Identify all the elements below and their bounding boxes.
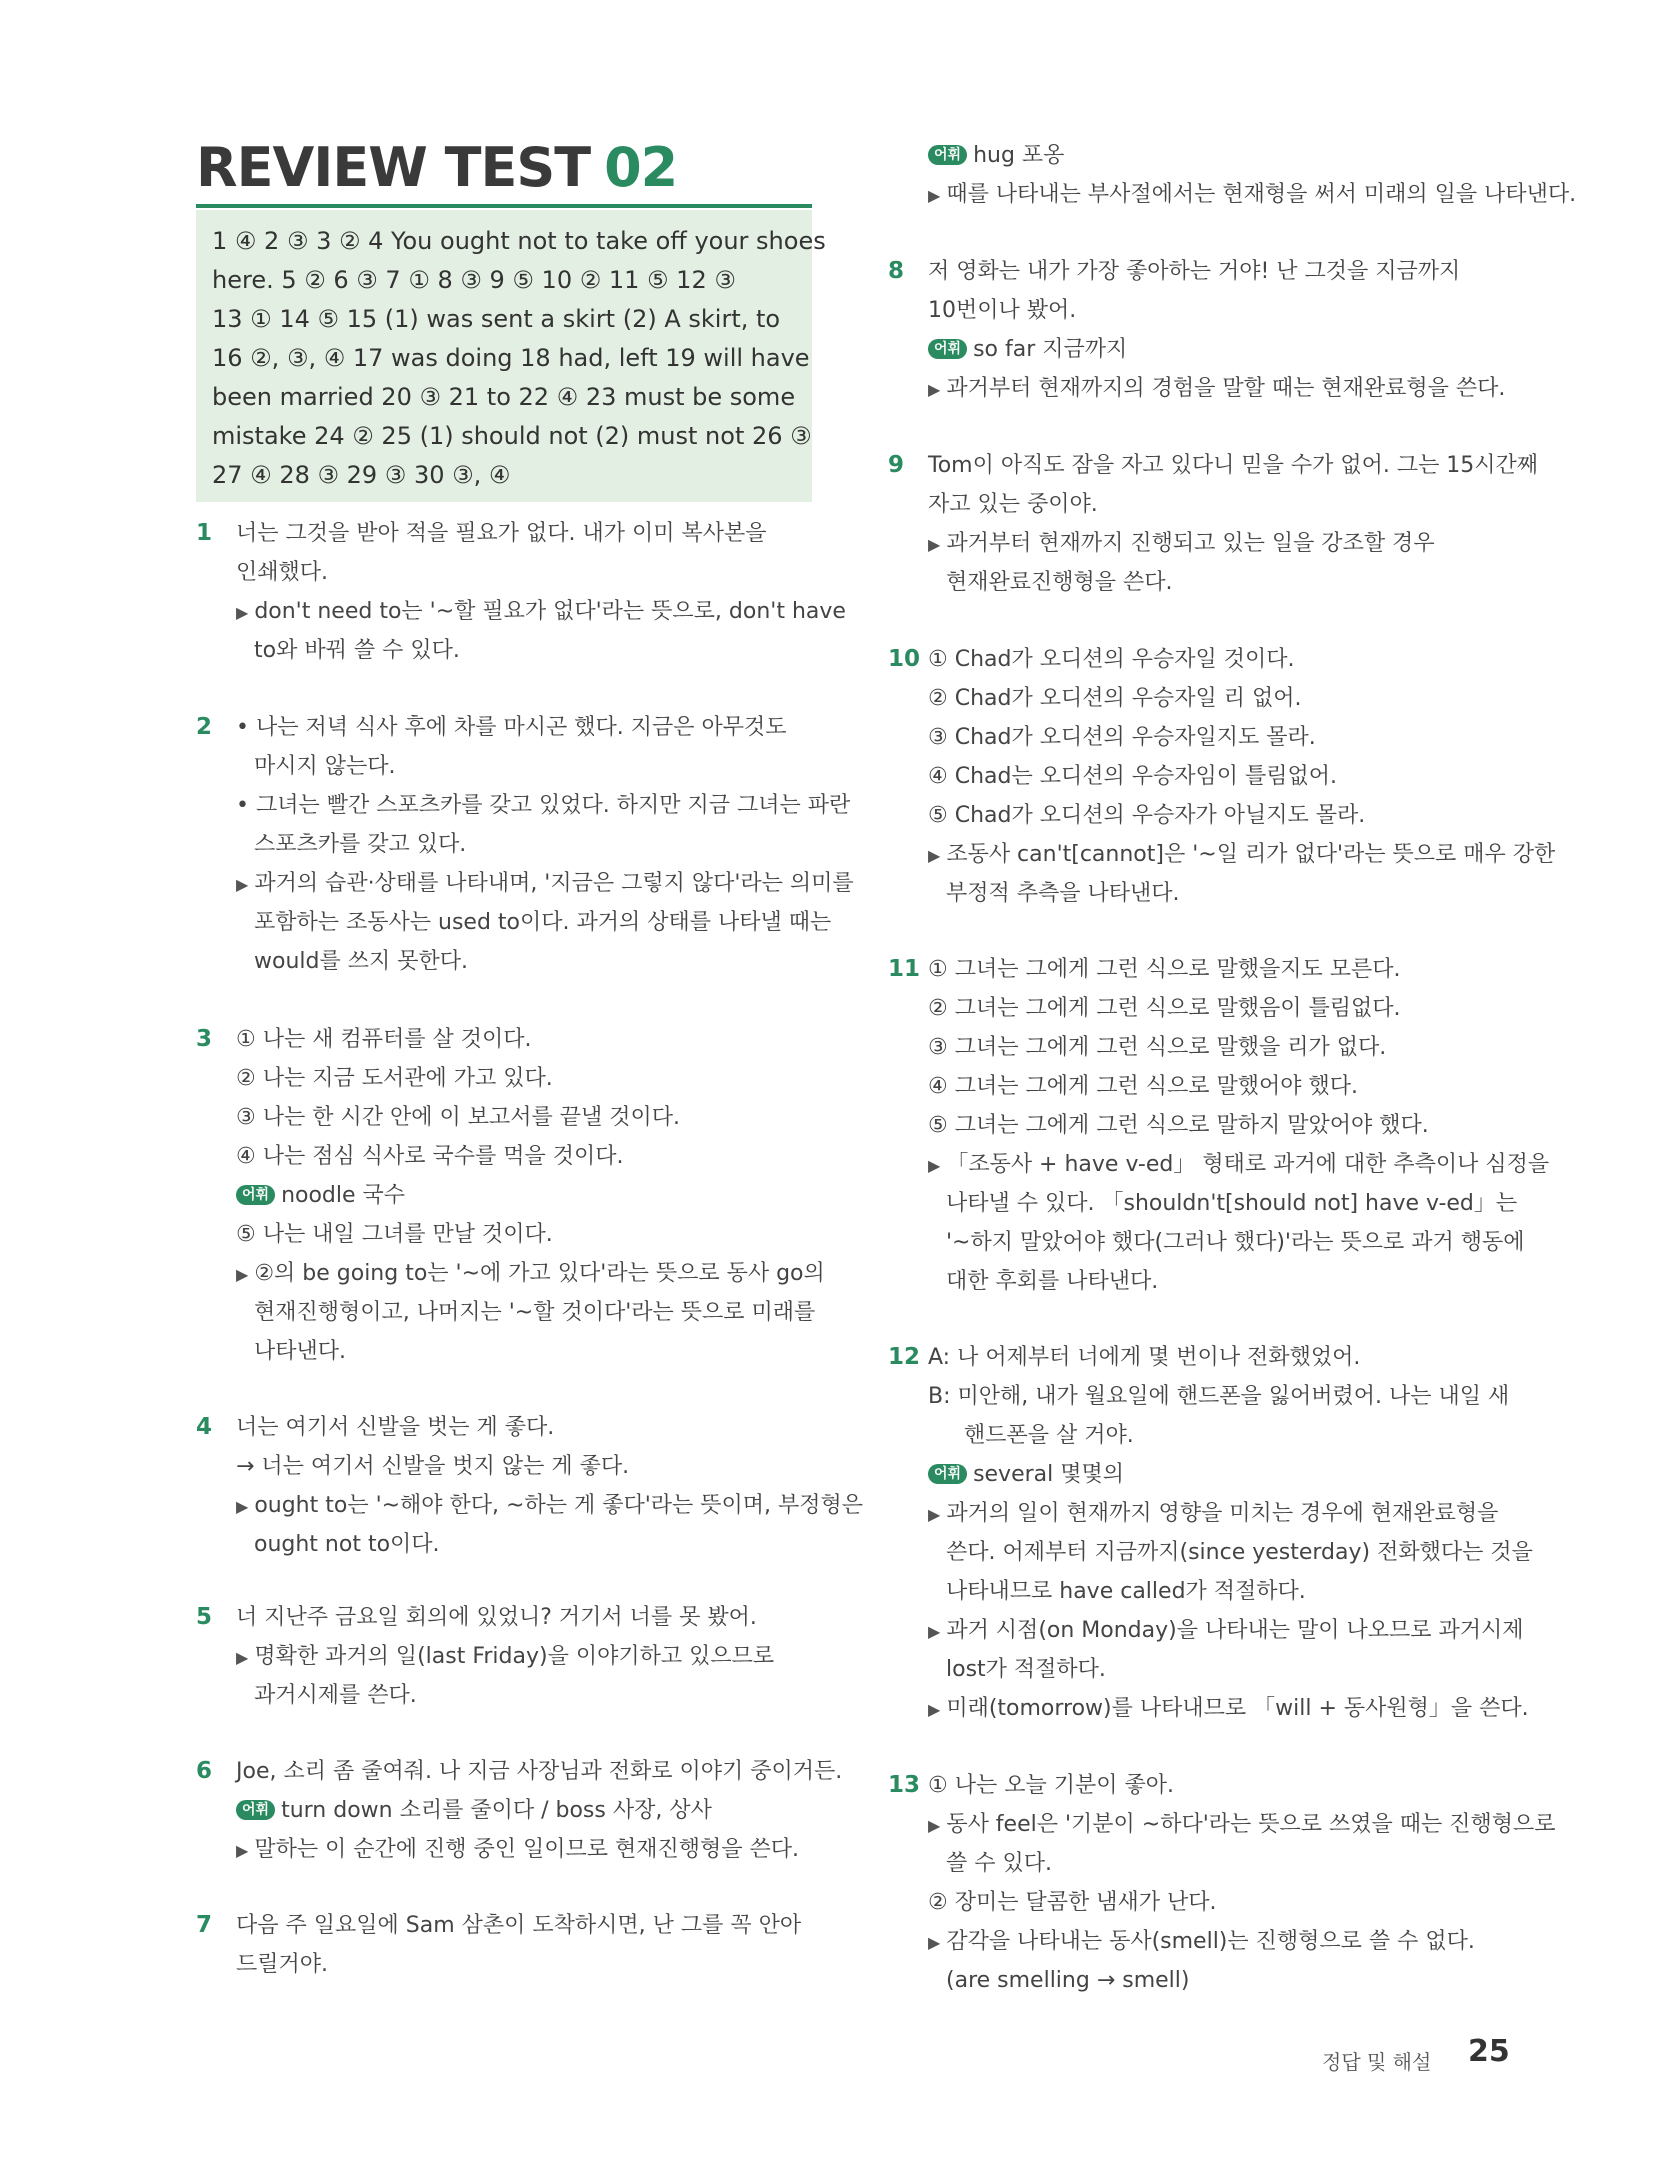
text-line: 나타내므로 have called가 적절하다. — [946, 1579, 1306, 1604]
text-line: 너 지난주 금요일 회의에 있었니? 거기서 너를 못 봤어. — [236, 1605, 757, 1630]
text-line: ② Chad가 오디션의 우승자일 리 없어. — [928, 686, 1302, 711]
answer-line: 13 ① 14 ⑤ 15 (1) was sent a skirt (2) A skirt, to — [212, 305, 781, 333]
text-line: ① 나는 오늘 기분이 좋아. — [928, 1773, 1174, 1798]
arrow-icon: ▶ — [236, 1841, 249, 1860]
explanation-text: ought to는 '~해야 한다, ~하는 게 좋다'라는 뜻이며, 부정형은 — [254, 1493, 864, 1518]
question-number: 5 — [196, 1604, 213, 1630]
title-number: 02 — [604, 136, 678, 199]
text-line: 자고 있는 중이야. — [928, 492, 1098, 517]
text-line: 나타낸다. — [254, 1339, 347, 1364]
question-number: 1 — [196, 520, 213, 546]
arrow-icon: ▶ — [928, 1505, 941, 1524]
text-line: 마시지 않는다. — [254, 754, 396, 779]
vocab-text: several 몇몇의 — [973, 1462, 1125, 1487]
text-line: B: 미안해, 내가 월요일에 핸드폰을 잃어버렸어. 나는 내일 새 — [928, 1384, 1510, 1409]
arrow-icon: ▶ — [928, 535, 941, 554]
question-number: 13 — [888, 1772, 921, 1798]
text-line: • 그녀는 빨간 스포츠카를 갖고 있었다. 하지만 지금 그녀는 파란 — [236, 793, 851, 818]
title-rule — [196, 204, 812, 208]
text-line: 쓴다. 어제부터 지금까지(since yesterday) 전화했다는 것을 — [946, 1540, 1533, 1565]
question-number: 2 — [196, 714, 213, 740]
arrow-icon: ▶ — [928, 380, 941, 399]
text-line: 너는 그것을 받아 적을 필요가 없다. 내가 이미 복사본을 — [236, 521, 767, 546]
page-title — [196, 136, 816, 206]
arrow-icon: ▶ — [928, 1700, 941, 1719]
text-line: lost가 적절하다. — [946, 1657, 1106, 1682]
vocab-badge: 어휘 — [236, 1800, 275, 1820]
answer-line: here. 5 ② 6 ③ 7 ① 8 ③ 9 ⑤ 10 ② 11 ⑤ 12 ③ — [212, 266, 736, 294]
arrow-icon: ▶ — [236, 1265, 249, 1284]
text-line: ④ Chad는 오디션의 우승자임이 틀림없어. — [928, 764, 1337, 789]
text-line: 스포츠카를 갖고 있다. — [254, 832, 467, 857]
explanation-text: 「조동사 + have v-ed」 형태로 과거에 대한 추측이나 심정을 — [946, 1152, 1550, 1177]
arrow-icon: ▶ — [236, 1648, 249, 1667]
text-line: 다음 주 일요일에 Sam 삼촌이 도착하시면, 난 그를 꼭 안아 — [236, 1913, 802, 1938]
title-text: REVIEW TEST — [196, 136, 591, 199]
text-line: ⑤ 나는 내일 그녀를 만날 것이다. — [236, 1222, 553, 1247]
text-line: ① 그녀는 그에게 그런 식으로 말했을지도 모른다. — [928, 957, 1401, 982]
text-line: 10번이나 봤어. — [928, 298, 1077, 323]
text-line: ② 나는 지금 도서관에 가고 있다. — [236, 1066, 553, 1091]
text-line: ③ 나는 한 시간 안에 이 보고서를 끝낼 것이다. — [236, 1105, 680, 1130]
answer-line: 27 ④ 28 ③ 29 ③ 30 ③, ④ — [212, 461, 511, 489]
text-line: ② 그녀는 그에게 그런 식으로 말했음이 틀림없다. — [928, 996, 1401, 1021]
explanation-text: 동사 feel은 '기분이 ~하다'라는 뜻으로 쓰였을 때는 진행형으로 — [946, 1812, 1556, 1837]
text-line: ① 나는 새 컴퓨터를 살 것이다. — [236, 1027, 532, 1052]
question-number: 12 — [888, 1344, 921, 1370]
text-line: 인쇄했다. — [236, 560, 329, 585]
explanation-text: 때를 나타내는 부사절에서는 현재형을 써서 미래의 일을 나타낸다. — [946, 182, 1577, 207]
arrow-icon: ▶ — [236, 875, 249, 894]
answer-key-box — [196, 210, 826, 502]
explanation-text: 말하는 이 순간에 진행 중인 일이므로 현재진행형을 쓴다. — [254, 1837, 800, 1862]
text-line: • 나는 저녁 식사 후에 차를 마시곤 했다. 지금은 아무것도 — [236, 715, 787, 740]
explanation-text: ②의 be going to는 '~에 가고 있다'라는 뜻으로 동사 go의 — [254, 1261, 825, 1286]
explanation-text: 과거의 일이 현재까지 영향을 미치는 경우에 현재완료형을 — [946, 1501, 1499, 1526]
question-number: 10 — [888, 646, 921, 672]
arrow-icon: ▶ — [928, 1933, 941, 1952]
text-line: ④ 그녀는 그에게 그런 식으로 말했어야 했다. — [928, 1074, 1358, 1099]
arrow-icon: ▶ — [236, 1497, 249, 1516]
text-line: 현재완료진행형을 쓴다. — [946, 570, 1173, 595]
arrow-icon: ▶ — [928, 846, 941, 865]
text-line: 저 영화는 내가 가장 좋아하는 거야! 난 그것을 지금까지 — [928, 259, 1461, 284]
vocab-badge: 어휘 — [928, 339, 967, 359]
text-line: '~하지 말았어야 했다(그러나 했다)'라는 뜻으로 과거 행동에 — [946, 1230, 1525, 1255]
text-line: 드릴거야. — [236, 1952, 329, 1977]
explanation-text: 미래(tomorrow)를 나타내므로 「will + 동사원형」을 쓴다. — [946, 1696, 1529, 1721]
text-line: 포함하는 조동사는 used to이다. 과거의 상태를 나타낼 때는 — [254, 910, 832, 935]
explanation-text: 과거의 습관·상태를 나타내며, '지금은 그렇지 않다'라는 의미를 — [254, 871, 854, 896]
text-line: 나타낼 수 있다. 「shouldn't[should not] have v-ed」는 — [946, 1191, 1518, 1216]
answer-line: been married 20 ③ 21 to 22 ④ 23 must be some — [212, 383, 796, 411]
explanation-text: 과거부터 현재까지의 경험을 말할 때는 현재완료형을 쓴다. — [946, 376, 1506, 401]
text-line: (are smelling → smell) — [946, 1968, 1190, 1993]
text-line: would를 쓰지 못한다. — [254, 949, 468, 974]
explanation-text: don't need to는 '~할 필요가 없다'라는 뜻으로, don't have — [254, 599, 846, 624]
answer-line: 16 ②, ③, ④ 17 was doing 18 had, left 19 will have — [212, 344, 810, 372]
question-number: 4 — [196, 1414, 213, 1440]
text-line: ③ 그녀는 그에게 그런 식으로 말했을 리가 없다. — [928, 1035, 1387, 1060]
vocab-text: turn down 소리를 줄이다 / boss 사장, 상사 — [281, 1798, 712, 1823]
text-line: ⑤ 그녀는 그에게 그런 식으로 말하지 말았어야 했다. — [928, 1113, 1429, 1138]
explanation-text: 명확한 과거의 일(last Friday)을 이야기하고 있으므로 — [254, 1644, 775, 1669]
arrow-icon: ▶ — [928, 1622, 941, 1641]
explanation-text: 과거부터 현재까지 진행되고 있는 일을 강조할 경우 — [946, 531, 1435, 556]
text-line: ③ Chad가 오디션의 우승자일지도 몰라. — [928, 725, 1316, 750]
text-line: Tom이 아직도 잠을 자고 있다니 믿을 수가 없어. 그는 15시간째 — [928, 453, 1539, 478]
text-line: ① Chad가 오디션의 우승자일 것이다. — [928, 647, 1295, 672]
footer-label: 정답 및 해설 — [1322, 2050, 1432, 2074]
text-line: 핸드폰을 살 거야. — [964, 1423, 1134, 1448]
text-line: 현재진행형이고, 나머지는 '~할 것이다'라는 뜻으로 미래를 — [254, 1300, 816, 1325]
vocab-text: hug 포옹 — [973, 143, 1065, 168]
question-number: 8 — [888, 258, 905, 284]
text-line: A: 나 어제부터 너에게 몇 번이나 전화했었어. — [928, 1345, 1361, 1370]
question-number: 11 — [888, 956, 921, 982]
text-line: 부정적 추측을 나타낸다. — [946, 881, 1180, 906]
question-number: 7 — [196, 1912, 213, 1938]
page-number: 25 — [1468, 2034, 1510, 2069]
explanation-text: 감각을 나타내는 동사(smell)는 진행형으로 쓸 수 없다. — [946, 1929, 1475, 1954]
vocab-text: so far 지금까지 — [973, 337, 1128, 362]
vocab-text: noodle 국수 — [281, 1183, 406, 1208]
text-line: ought not to이다. — [254, 1532, 440, 1557]
question-number: 6 — [196, 1758, 213, 1784]
text-line: to와 바꿔 쓸 수 있다. — [254, 638, 460, 663]
answer-line: mistake 24 ② 25 (1) should not (2) must not 26 ③ — [212, 422, 812, 450]
answer-line: 1 ④ 2 ③ 3 ② 4 You ought not to take off your shoes — [212, 227, 826, 255]
text-line: 쓸 수 있다. — [946, 1851, 1052, 1876]
question-number: 9 — [888, 452, 905, 478]
text-line: 과거시제를 쓴다. — [254, 1683, 417, 1708]
explanation-text: 조동사 can't[cannot]은 '~일 리가 없다'라는 뜻으로 매우 강한 — [946, 842, 1556, 867]
text-line: ⑤ Chad가 오디션의 우승자가 아닐지도 몰라. — [928, 803, 1366, 828]
text-line: 너는 여기서 신발을 벗는 게 좋다. — [236, 1415, 555, 1440]
vocab-badge: 어휘 — [236, 1185, 275, 1205]
text-line: Joe, 소리 좀 줄여줘. 나 지금 사장님과 전화로 이야기 중이거든. — [236, 1759, 843, 1784]
arrow-icon: ▶ — [928, 1156, 941, 1175]
arrow-icon: ▶ — [928, 186, 941, 205]
text-line: 대한 후회를 나타낸다. — [946, 1269, 1159, 1294]
question-number: 3 — [196, 1026, 213, 1052]
arrow-icon: ▶ — [928, 1816, 941, 1835]
arrow-icon: ▶ — [236, 603, 249, 622]
vocab-badge: 어휘 — [928, 145, 967, 165]
text-line: ② 장미는 달콤한 냄새가 난다. — [928, 1890, 1217, 1915]
text-line: → 너는 여기서 신발을 벗지 않는 게 좋다. — [236, 1454, 630, 1479]
text-line: ④ 나는 점심 식사로 국수를 먹을 것이다. — [236, 1144, 624, 1169]
explanation-text: 과거 시점(on Monday)을 나타내는 말이 나오므로 과거시제 — [946, 1618, 1524, 1643]
vocab-badge: 어휘 — [928, 1464, 967, 1484]
